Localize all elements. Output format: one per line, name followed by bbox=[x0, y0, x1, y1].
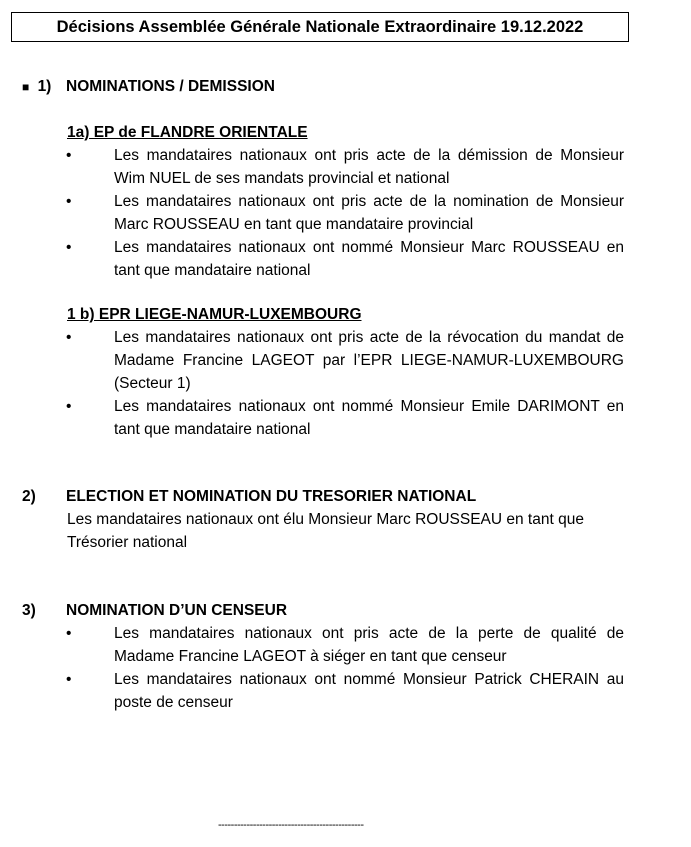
section-3-title: NOMINATION D’UN CENSEUR bbox=[66, 602, 288, 619]
list-item-text: Les mandataires nationaux ont nommé Monsieur Marc ROUSSEAU en tant que mandataire national bbox=[114, 239, 624, 279]
list-item bbox=[62, 144, 624, 190]
bullet-glyph: • bbox=[66, 671, 72, 688]
section-1-title: NOMINATIONS / DEMISSION bbox=[66, 78, 275, 95]
section-2-text: Les mandataires nationaux ont élu Monsieur Marc ROUSSEAU en tant que Trésorier national bbox=[67, 511, 584, 551]
section-2-title: ELECTION ET NOMINATION DU TRESORIER NATIONAL bbox=[66, 488, 477, 505]
list-item-text: Les mandataires nationaux ont pris acte de la nomination de Monsieur Marc ROUSSEAU en tant que mandataire provincial bbox=[114, 193, 624, 233]
section-2-number: 2) bbox=[22, 488, 36, 505]
section-2-heading bbox=[22, 485, 662, 508]
section-square-marker: ■ bbox=[22, 80, 30, 94]
bullet-glyph: • bbox=[66, 147, 72, 164]
subsection-1b-heading: 1 b) EPR LIEGE-NAMUR-LUXEMBOURG bbox=[67, 306, 362, 323]
list-item-text: Les mandataires nationaux ont pris acte de la démission de Monsieur Wim NUEL de ses mandats provincial et national bbox=[114, 147, 624, 187]
bullet-glyph: • bbox=[66, 239, 72, 256]
bullet-glyph: • bbox=[66, 329, 72, 346]
list-item bbox=[62, 395, 624, 441]
section-3-number: 3) bbox=[22, 602, 36, 619]
section-3-list bbox=[62, 622, 624, 714]
bullet-glyph: • bbox=[66, 398, 72, 415]
list-item bbox=[62, 668, 624, 714]
document-title-text: Décisions Assemblée Générale Nationale Extraordinaire 19.12.2022 bbox=[56, 17, 584, 36]
bullet-glyph: • bbox=[66, 193, 72, 210]
section-1-number: 1) bbox=[37, 78, 52, 95]
list-item-text: Les mandataires nationaux ont pris acte de la perte de qualité de Madame Francine LAGEOT à siéger en tant que censeur bbox=[114, 625, 624, 665]
section-1-heading bbox=[22, 75, 662, 99]
list-item-text: Les mandataires nationaux ont nommé Monsieur Patrick CHERAIN au poste de censeur bbox=[114, 671, 624, 711]
list-item-text: Les mandataires nationaux ont nommé Monsieur Emile DARIMONT en tant que mandataire national bbox=[114, 398, 624, 438]
list-item bbox=[62, 326, 624, 395]
subsection-1a-list bbox=[62, 144, 624, 282]
list-item bbox=[62, 190, 624, 236]
bullet-glyph: • bbox=[66, 625, 72, 642]
list-item bbox=[62, 622, 624, 668]
subsection-1a-heading: 1a) EP de FLANDRE ORIENTALE bbox=[67, 124, 308, 141]
list-item bbox=[62, 236, 624, 282]
footer-rule: ---------------------------------------------- bbox=[218, 819, 364, 831]
subsection-1b-list bbox=[62, 326, 624, 441]
section-3-heading bbox=[22, 599, 662, 622]
section-1-number-wrap bbox=[22, 75, 66, 99]
list-item-text: Les mandataires nationaux ont pris acte de la révocation du mandat de Madame Francine LAGEOT par l’EPR LIEGE-NAMUR-LUXEMBOURG (Secteur 1) bbox=[114, 329, 624, 392]
document-title bbox=[11, 12, 629, 42]
